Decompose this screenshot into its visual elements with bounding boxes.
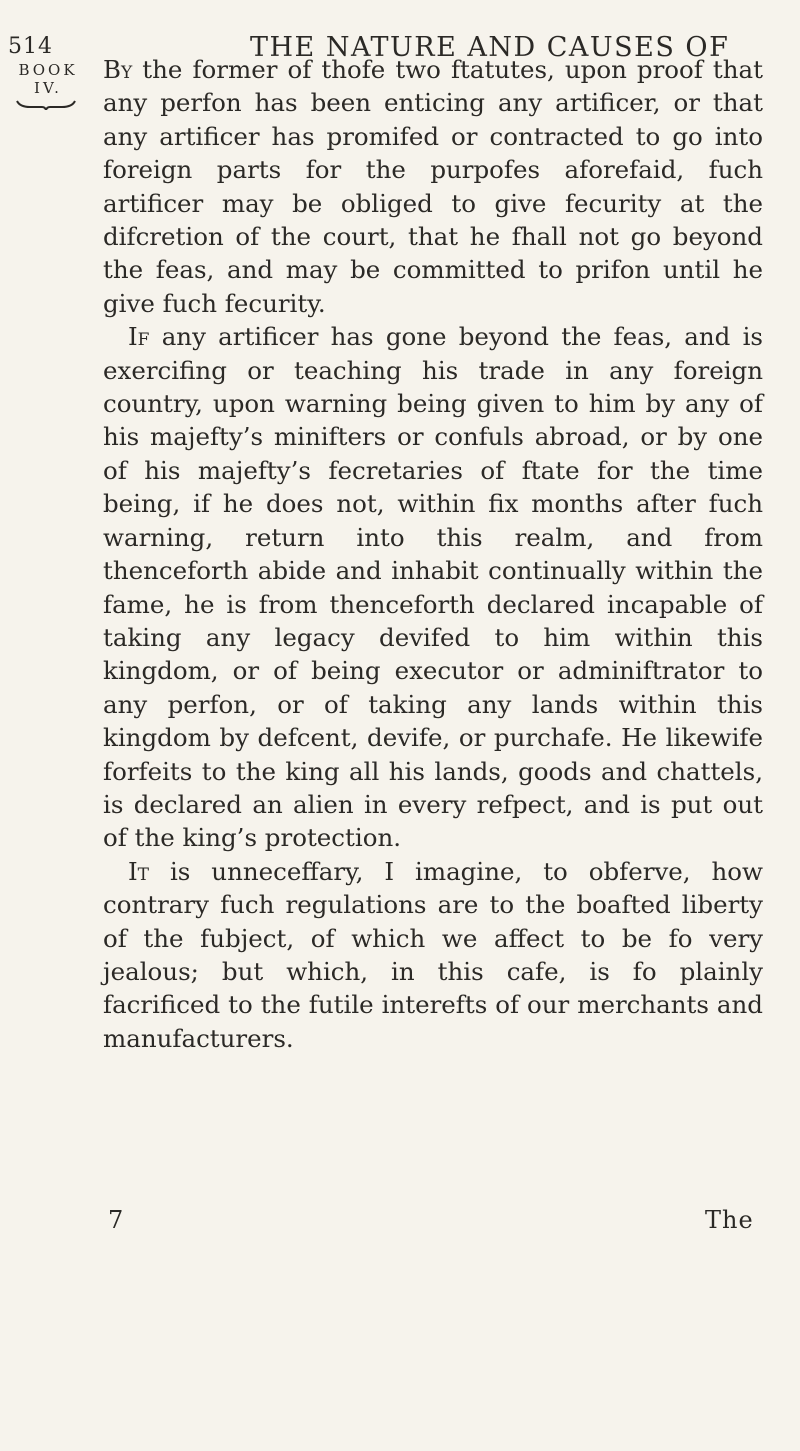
signature-mark: 7 xyxy=(108,1206,124,1234)
paragraph-3 xyxy=(103,855,763,1055)
running-head: THE NATURE AND CAUSES OF xyxy=(250,32,730,63)
book-label-word: BOOK xyxy=(18,61,78,79)
paragraph-3-lead: It xyxy=(128,856,150,886)
paragraph-1 xyxy=(103,53,763,320)
paragraph-1-text: the former of thofe two ftatutes, upon proof that any perfon has been enticing any artificer, or that any artificer has promifed or contracted to go into foreign parts for the purpofes aforefaid, fuch artificer may be obliged to give fecurity at the difcretion of the court, that he fhall not go beyond the feas, and may be committed to prifon until he give fuch fecurity. xyxy=(103,55,763,318)
body-text xyxy=(103,53,763,1055)
brace-ornament xyxy=(16,100,76,110)
paragraph-2-text: any artificer has gone beyond the feas, and is exercifing or teaching his trade in any foreign country, upon warning being given to him by any of his majefty’s minifters or confuls abroad, or by one of his majefty’s fecretaries of ftate for the time being, if he does not, within fix months after fuch warning, return into this realm, and from thenceforth abide and inhabit continually within the fame, he is from thenceforth declared incapable of taking any legacy devifed to him within this kingdom, or of being executor or adminiftrator to any perfon, or of taking any lands within this kingdom by defcent, devife, or purchafe. He likewife forfeits to the king all his lands, goods and chattels, is declared an alien in every refpect, and is put out of the king’s protection. xyxy=(103,322,763,853)
page-number: 514 xyxy=(8,34,53,59)
paragraph-3-text: is unneceffary, I imagine, to obferve, how contrary fuch regulations are to the boafted liberty of the fubject, of which we affect to be fo very jealous; but which, in this cafe, is fo plainly facrificed to the futile interefts of our merchants and manufacturers. xyxy=(103,856,763,1053)
paragraph-1-lead: By xyxy=(103,55,133,84)
paragraph-2 xyxy=(103,320,763,855)
paragraph-2-lead: If xyxy=(128,322,150,352)
book-label-number: IV. xyxy=(34,79,62,97)
book-marginal-label xyxy=(8,60,88,98)
page-footer xyxy=(0,1206,800,1242)
catchword: The xyxy=(705,1206,754,1234)
